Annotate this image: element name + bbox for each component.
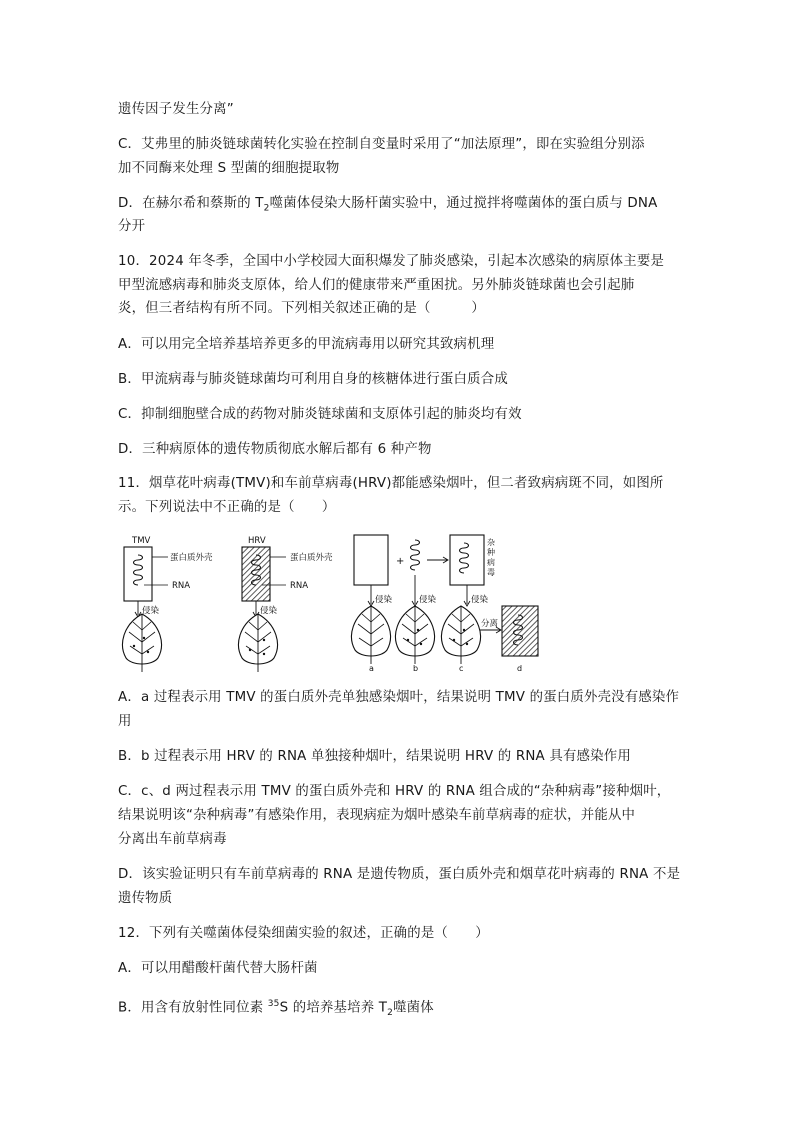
fig-plus-sign: + (396, 556, 405, 567)
fig-result-virus-d (502, 606, 538, 656)
fig-hrv-rna-free (411, 540, 420, 570)
q9-b-tail: 遗传因子发生分离” (118, 102, 234, 117)
fig-hybrid-char-2: 种 (487, 548, 495, 557)
q10-stem-line1: 10．2024 年冬季，全国中小学校园大面积爆发了肺炎感染，引起本次感染的病原体主要是 (118, 254, 665, 269)
q12-b-mid: S 的培养基培养 T (279, 1000, 388, 1016)
fig-tmv-label: TMV (132, 536, 151, 546)
q12-b-sub: 2 (387, 1008, 394, 1019)
q11-option-c-line1: C．c、d 两过程表示用 TMV 的蛋白质外壳和 HRV 的 RNA 组合成的“杂种病毒”接种烟叶， (118, 784, 671, 799)
fig-tmv-protein-label: 蛋白质外壳 (170, 553, 213, 563)
fig-hrv-protein-label: 蛋白质外壳 (290, 553, 333, 563)
q10-option-d: D．三种病原体的遗传物质彻底水解后都有 6 种产物 (118, 442, 432, 457)
fig-infect-label-c: 侵染 (471, 595, 489, 605)
fig-infect-label-2: 侵染 (260, 606, 278, 616)
fig-leaf-a (352, 606, 391, 664)
virus-experiment-diagram (118, 530, 558, 675)
fig-leaf-b (396, 606, 435, 664)
q11-option-b: B．b 过程表示用 HRV 的 RNA 单独接种烟叶，结果说明 HRV 的 RNA 具有感染作用 (118, 749, 631, 764)
q10-option-c: C．抑制细胞壁合成的药物对肺炎链球菌和支原体引起的肺炎均有效 (118, 407, 522, 422)
q11-option-a-line2: 用 (118, 714, 132, 729)
fig-leaf-c (442, 606, 481, 664)
q12-b-pre: B．用含有放射性同位素 (118, 1000, 268, 1016)
q9-d-sub: 2 (263, 203, 270, 214)
q12-option-a: A．可以用醋酸杆菌代替大肠杆菌 (118, 961, 318, 976)
q10-option-a: A．可以用完全培养基培养更多的甲流病毒用以研究其致病机理 (118, 337, 495, 352)
fig-hybrid-char-1: 杂 (487, 538, 495, 547)
fig-hybrid-virus-box (450, 535, 484, 585)
fig-label-d: d (517, 664, 523, 673)
q12-b-post: 噬菌体 (393, 1000, 434, 1016)
q10-stem-line3: 炎，但三者结构有所不同。下列相关叙述正确的是（ ） (118, 301, 485, 316)
q9-option-c-line2: 加不同酶来处理 S 型菌的细胞提取物 (118, 161, 340, 176)
q9-d-post: 噬菌体侵染大肠杆菌实验中，通过搅拌将噬菌体的蛋白质与 DNA (269, 196, 658, 211)
fig-infect-label-a: 侵染 (375, 595, 393, 605)
fig-label-a: a (369, 664, 374, 673)
fig-hybrid-char-3: 病 (487, 558, 495, 567)
q11-option-d-line1: D．该实验证明只有车前草病毒的 RNA 是遗传物质，蛋白质外壳和烟草花叶病毒的 RNA 不是 (118, 867, 681, 882)
q11-stem-line1: 11．烟草花叶病毒(TMV)和车前草病毒(HRV)都能感染烟叶，但二者致病病斑不同，如图所 (118, 476, 664, 491)
q11-option-c-line3: 分离出车前草病毒 (118, 832, 227, 847)
fig-leaf-tmv (123, 614, 162, 672)
fig-hrv-label: HRV (248, 536, 266, 546)
q11-option-c-line2: 结果说明该“杂种病毒”有感染作用，表现病症为烟叶感染车前草病毒的症状，并能从中 (118, 808, 636, 823)
fig-hybrid-char-4: 毒 (487, 568, 495, 577)
fig-infect-label-1: 侵染 (142, 606, 160, 616)
fig-infect-label-b: 侵染 (419, 595, 437, 605)
q12-option-b (118, 995, 434, 1022)
q10-stem-line2: 甲型流感病毒和肺炎支原体，给人们的健康带来严重困扰。另外肺炎链球菌也会引起肺 (118, 278, 635, 293)
fig-hrv-rna-label: RNA (290, 581, 309, 591)
q11-option-d-line2: 遗传物质 (118, 891, 173, 906)
q10-option-b: B．甲流病毒与肺炎链球菌均可利用自身的核糖体进行蛋白质合成 (118, 372, 508, 387)
fig-tmv-rna-label: RNA (172, 581, 191, 591)
fig-label-c: c (459, 664, 464, 673)
fig-leaf-hrv (239, 614, 278, 672)
q12-b-sup: 35 (267, 999, 280, 1009)
q9-option-d-line2: 分开 (118, 219, 146, 234)
q11-option-a-line1: A．a 过程表示用 TMV 的蛋白质外壳单独感染烟叶，结果说明 TMV 的蛋白质外壳没有感染作 (118, 690, 680, 705)
q9-d-pre: D．在赫尔希和蔡斯的 T (118, 196, 264, 211)
q9-option-c-line1: C．艾弗里的肺炎链球菌转化实验在控制自变量时采用了“加法原理”，即在实验组分别添 (118, 137, 645, 152)
q11-stem-line2: 示。下列说法中不正确的是（ ） (118, 500, 336, 515)
fig-label-b: b (413, 664, 419, 673)
q12-stem: 12．下列有关噬菌体侵染细菌实验的叙述，正确的是（ ） (118, 926, 489, 941)
fig-protein-shell (354, 535, 388, 585)
q9-option-d-line1 (118, 195, 658, 218)
fig-separate-label: 分离 (481, 619, 499, 629)
